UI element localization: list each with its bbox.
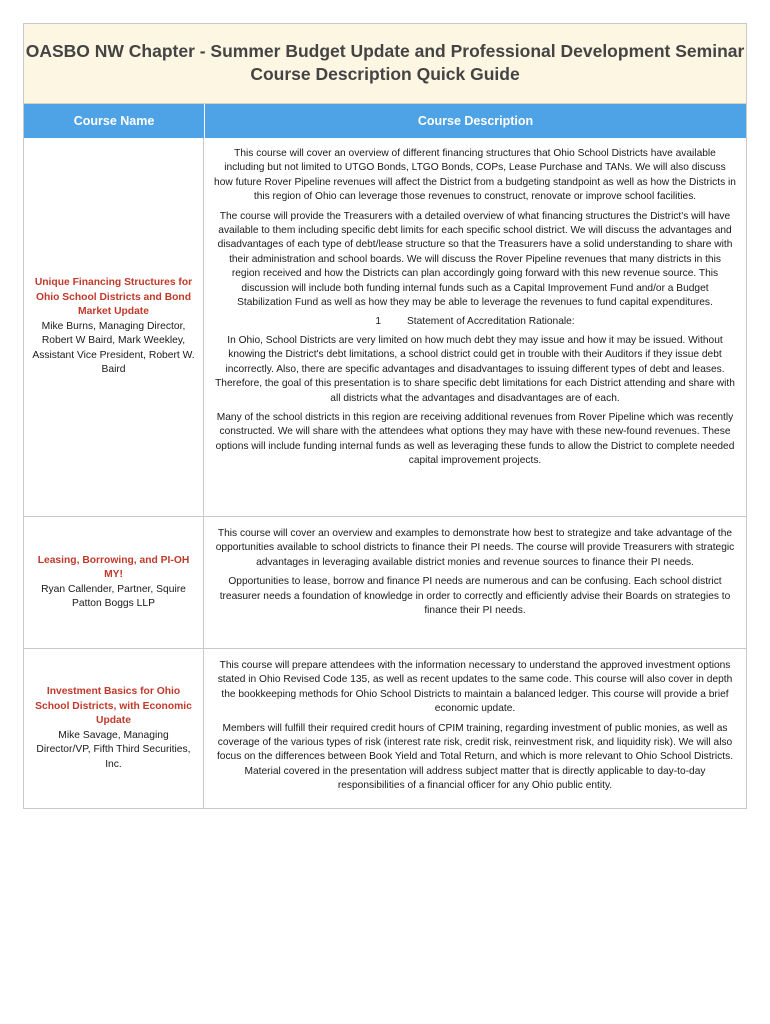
course-name-cell	[24, 649, 204, 808]
description-paragraph: Opportunities to lease, borrow and finance PI needs are numerous and can be confusing. Each school district treasurer needs a foundation of knowledge in order to correctly and efficiently advise their Boards on strategies to finance their PI needs.	[219, 576, 731, 617]
course-guide-table	[23, 23, 747, 809]
rationale-heading	[214, 315, 736, 329]
description-paragraph: This course will prepare attendees with the information necessary to understand the approved investment options stated in Ohio Revised Code 135, as well as recent updates to the same code. This course will also cover in depth the bookkeeping methods for Ohio School Districts to maintain a balanced ledger. This course will provide a brief economic update.	[217, 660, 733, 715]
description-paragraph: Many of the school districts in this region are receiving additional revenues from Rover Pipeline which was recently constructed. We will share with the attendees what options they may have with these new-found revenues. These options will include funding internal funds as well as leveraging these funds to allow the District to complete needed capital improvement projects.	[215, 411, 735, 467]
course-presenters: Mike Burns, Managing Director, Robert W Baird, Mark Weekley, Assistant Vice President, Robert W. Baird	[32, 320, 195, 376]
document-header	[24, 24, 746, 104]
column-header-course-description: Course Description	[417, 114, 534, 128]
course-description-cell	[204, 517, 746, 648]
description-paragraph: This course will cover an overview of different financing structures that Ohio School Districts have available including but not limited to UTGO Bonds, LTGO Bonds, COPs, Lease Purchase and TANs. We will also discuss how future Rover Pipeline revenues will affect the District from a budgeting standpoint as well as how the Districts in this region of Ohio can leverage those revenues to construct, renovate or improve school facilities.	[214, 148, 736, 203]
document-subtitle: Course Description Quick Guide	[250, 64, 520, 84]
table-row	[24, 517, 746, 649]
document-title: OASBO NW Chapter - Summer Budget Update and Professional Development Seminar	[25, 41, 745, 61]
description-paragraph: Members will fulfill their required credit hours of CPIM training, regarding investment of public monies, as well as coverage of the various types of risk (interest rate risk, credit risk, reinvestment risk, and liquidity risk). We will also focus on the differences between Book Yield and Total Return, and which is more relevant to Ohio School Districts. Material covered in the presentation will address subject matter that is directly applicable to day-to-day responsibilities of a financial officer for any Ohio public entity.	[216, 722, 734, 792]
table-row	[24, 138, 746, 517]
description-paragraph: In Ohio, School Districts are very limited on how much debt they may issue and how it may be issued. Without knowing the District's debt limitations, a school district could get in trouble with their Auditors if they issue debt incorrectly. Also, there are specific advantages and disadvantages to issuing different types of debt and leases. Therefore, the goal of this presentation is to share specific debt limitations for each District attending and share with all districts what the advantages and disadvantages are of each.	[215, 334, 735, 404]
course-presenters: Mike Savage, Managing Director/VP, Fifth Third Securities, Inc.	[36, 729, 191, 770]
rationale-number: 1	[375, 316, 382, 328]
table-header-row	[24, 104, 746, 138]
description-paragraph: The course will provide the Treasurers with a detailed overview of what financing structures the District's will have available to them including specific debt limits for each specific school district. We will discuss the advantages and disadvantages of each type of debt/lease structure so that the Treasurers have a solid understanding to share with their administration and school boards. We will discuss the Rover Pipeline revenues that many districts in this region received and how the Districts can plan accordingly going forward with this new revenue source. This discussion will include both funding internal funds such as a Capital Improvement Fund and/or a Budget Stabilization Fund as well as how they may be able to leverage the revenues to fund capital expenditures.	[217, 210, 733, 309]
course-name-cell	[24, 517, 204, 648]
description-paragraph: This course will cover an overview and examples to demonstrate how best to strategize and take advantage of the opportunities available to school districts to finance their PI needs. The course will provide Treasurers with strategic advantages in leveraging available district monies and revenue sources to finance their PI needs.	[215, 528, 735, 568]
course-title: Unique Financing Structures for Ohio School Districts and Bond Market Update	[34, 277, 193, 318]
course-description-cell	[204, 138, 746, 516]
course-title: Investment Basics for Ohio School Districts, with Economic Update	[35, 686, 192, 726]
rationale-label: Statement of Accreditation Rationale:	[407, 316, 575, 328]
course-presenters: Ryan Callender, Partner, Squire Patton Boggs LLP	[41, 583, 186, 609]
table-row	[24, 649, 746, 809]
column-header-course-name: Course Name	[24, 104, 205, 138]
course-name-cell	[24, 138, 204, 516]
course-description-cell	[204, 649, 746, 808]
course-title: Leasing, Borrowing, and PI-OH MY!	[37, 554, 190, 580]
